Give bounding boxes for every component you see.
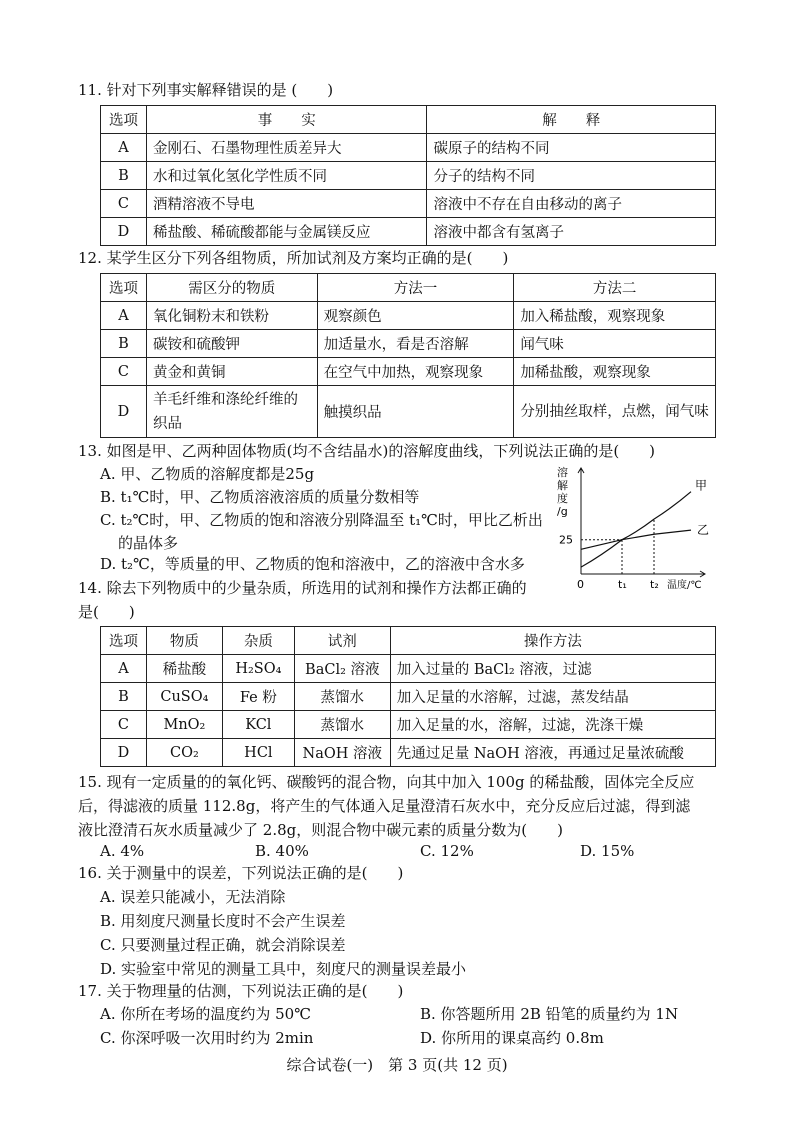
table-cell: 酒精溶液不导电: [146, 190, 427, 218]
table-cell: Fe 粉: [222, 683, 294, 711]
q16-option-c: C. 只要测量过程正确，就会消除误差: [100, 936, 346, 954]
q13-stem: 13. 如图是甲、乙两种固体物质(均不含结晶水)的溶解度曲线，下列说法正确的是( ): [78, 442, 656, 460]
table-cell: 在空气中加热，观察现象: [317, 358, 514, 386]
q15-option-a: A. 4%: [100, 842, 145, 860]
table-cell: 触摸织品: [317, 386, 514, 438]
table-cell: 加入足量的水，溶解，过滤，洗涤干燥: [390, 711, 715, 739]
table-cell: H₂SO₄: [222, 655, 294, 683]
table-cell: D: [101, 739, 147, 767]
table-cell: 水和过氧化氢化学性质不同: [146, 162, 427, 190]
table-cell: C: [101, 190, 147, 218]
table-cell: NaOH 溶液: [294, 739, 390, 767]
q16-stem: 16. 关于测量中的误差，下列说法正确的是( ): [78, 864, 404, 882]
table-cell: BaCl₂ 溶液: [294, 655, 390, 683]
chart-marks: [581, 479, 709, 567]
table-row: [101, 711, 716, 739]
solubility-chart: [555, 462, 720, 590]
q15-option-b: B. 40%: [255, 842, 309, 860]
q15-option-c: C. 12%: [420, 842, 474, 860]
table-cell: 加稀盐酸，观察现象: [514, 358, 716, 386]
q17-option-b: B. 你答题所用 2B 铅笔的质量约为 1N: [420, 1005, 679, 1023]
table-cell: B: [101, 683, 147, 711]
table-cell: 溶液中不存在自由移动的离子: [427, 190, 716, 218]
q13-option-d: D. t₂℃，等质量的甲、乙物质的饱和溶液中，乙的溶液中含水多: [100, 555, 525, 573]
table-cell: 先通过足量 NaOH 溶液，再通过足量浓硫酸: [390, 739, 715, 767]
q14-table: [100, 626, 716, 767]
origin-label: 0: [577, 578, 584, 590]
table-cell: CuSO₄: [146, 683, 222, 711]
table-cell: 加入稀盐酸，观察现象: [514, 302, 716, 330]
table-cell: 观察颜色: [317, 302, 514, 330]
q16-option-d: D. 实验室中常见的测量工具中，刻度尺的测量误差最小: [100, 960, 467, 978]
table-cell: A: [101, 302, 147, 330]
table-row: [101, 190, 716, 218]
table-cell: B: [101, 162, 147, 190]
table-row: [101, 302, 716, 330]
table-cell: A: [101, 655, 147, 683]
table-header-cell: 方法一: [317, 274, 514, 302]
table-header-cell: 操作方法: [390, 627, 715, 655]
table-cell: MnO₂: [146, 711, 222, 739]
table-row: [101, 386, 716, 438]
q16-option-a: A. 误差只能减小，无法消除: [100, 888, 286, 906]
table-cell: A: [101, 134, 147, 162]
table-cell: B: [101, 330, 147, 358]
table-cell: 分别抽丝取样，点燃，闻气味: [514, 386, 716, 438]
series-line-jia: [581, 492, 691, 567]
table-header-cell: 选项: [101, 274, 147, 302]
table-header-cell: 解 释: [427, 106, 716, 134]
table-cell: 氧化铜粉末和铁粉: [146, 302, 317, 330]
table-header-row: [101, 627, 716, 655]
table-cell: 稀盐酸、稀硫酸都能与金属镁反应: [146, 218, 427, 246]
table-cell: 羊毛纤维和涤纶纤维的织品: [146, 386, 317, 438]
table-cell: 黄金和黄铜: [146, 358, 317, 386]
table-cell: 加适量水，看是否溶解: [317, 330, 514, 358]
table-header-cell: 杂质: [222, 627, 294, 655]
series-label-yi: 乙: [697, 523, 710, 538]
table-cell: 金刚石、石墨物理性质差异大: [146, 134, 427, 162]
table-cell: 溶液中都含有氢离子: [427, 218, 716, 246]
table-cell: D: [101, 218, 147, 246]
table-cell: CO₂: [146, 739, 222, 767]
table-cell: HCl: [222, 739, 294, 767]
q13-option-c-cont: 的晶体多: [118, 534, 179, 552]
table-row: [101, 330, 716, 358]
x-tick-label: t₁: [618, 578, 627, 590]
table-row: [101, 655, 716, 683]
q13-option-c: C. t₂℃时，甲、乙物质的饱和溶液分别降温至 t₁℃时，甲比乙析出: [100, 511, 543, 529]
table-header-row: [101, 274, 716, 302]
q15-line-3: 液比澄清石灰水质量减少了 2.8g，则混合物中碳元素的质量分数为( ): [78, 821, 563, 839]
table-header-row: [101, 106, 716, 134]
table-row: [101, 739, 716, 767]
table-header-cell: 选项: [101, 627, 147, 655]
table-cell: 加入过量的 BaCl₂ 溶液，过滤: [390, 655, 715, 683]
q12-stem: 12. 某学生区分下列各组物质，所加试剂及方案均正确的是( ): [78, 249, 509, 267]
table-cell: KCl: [222, 711, 294, 739]
table-cell: 碳原子的结构不同: [427, 134, 716, 162]
q14-stem: 14. 除去下列物质中的少量杂质，所选用的试剂和操作方法都正确的: [78, 579, 527, 597]
table-header-cell: 选项: [101, 106, 147, 134]
q15-option-d: D. 15%: [580, 842, 635, 860]
page-footer: 综合试卷(一) 第 3 页(共 12 页): [286, 1056, 508, 1074]
q13-option-a: A. 甲、乙物质的溶解度都是25g: [100, 465, 315, 483]
table-row: [101, 162, 716, 190]
q17-option-d: D. 你所用的课桌高约 0.8m: [420, 1029, 604, 1047]
table-cell: 分子的结构不同: [427, 162, 716, 190]
q17-option-a: A. 你所在考场的温度约为 50℃: [100, 1005, 312, 1023]
x-tick-label: t₂: [650, 578, 659, 590]
chart-axes: [557, 465, 708, 590]
table-cell: 蒸馏水: [294, 683, 390, 711]
y-tick-label: 25: [559, 533, 573, 547]
y-axis-label: 溶解度/g: [557, 466, 568, 518]
q11-table: [100, 105, 716, 246]
table-header-cell: 需区分的物质: [146, 274, 317, 302]
table-header-cell: 试剂: [294, 627, 390, 655]
table-header-cell: 事 实: [146, 106, 427, 134]
q15-line-1: 15. 现有一定质量的的氧化钙、碳酸钙的混合物，向其中加入 100g 的稀盐酸，固体完全反应: [78, 773, 695, 791]
table-cell: D: [101, 386, 147, 438]
table-row: [101, 683, 716, 711]
table-cell: 蒸馏水: [294, 711, 390, 739]
q14-stem-cont: 是( ): [78, 603, 135, 621]
table-cell: 加入足量的水溶解，过滤，蒸发结晶: [390, 683, 715, 711]
q17-stem: 17. 关于物理量的估测，下列说法正确的是( ): [78, 982, 404, 1000]
table-cell: 碳铵和硫酸钾: [146, 330, 317, 358]
table-row: [101, 134, 716, 162]
table-header-cell: 物质: [146, 627, 222, 655]
table-cell: C: [101, 711, 147, 739]
q17-option-c: C. 你深呼吸一次用时约为 2min: [100, 1029, 314, 1047]
table-row: [101, 218, 716, 246]
q15-line-2: 后，得滤液的质量 112.8g，将产生的气体通入足量澄清石灰水中，充分反应后过滤，得到滤: [78, 797, 691, 815]
table-header-cell: 方法二: [514, 274, 716, 302]
q16-option-b: B. 用刻度尺测量长度时不会产生误差: [100, 912, 346, 930]
table-row: [101, 358, 716, 386]
q12-table: [100, 273, 716, 438]
q13-option-b: B. t₁℃时，甲、乙物质溶液溶质的质量分数相等: [100, 488, 420, 506]
series-label-jia: 甲: [695, 478, 708, 493]
table-cell: 稀盐酸: [146, 655, 222, 683]
q11-stem: 11. 针对下列事实解释错误的是 ( ): [78, 81, 334, 99]
x-axis-label: 温度/℃: [667, 580, 702, 590]
table-cell: C: [101, 358, 147, 386]
table-cell: 闻气味: [514, 330, 716, 358]
